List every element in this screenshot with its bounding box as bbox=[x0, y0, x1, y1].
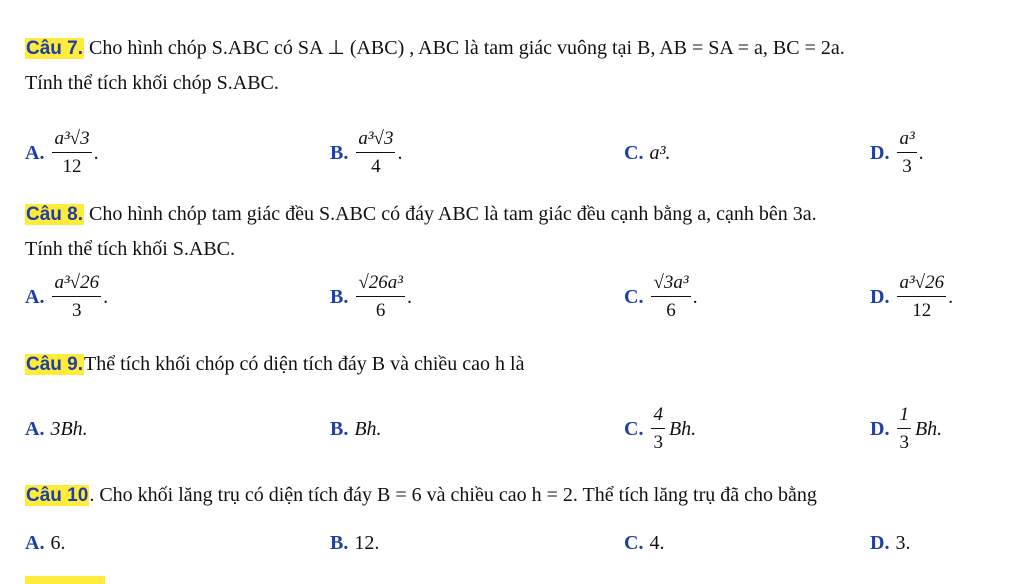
option-tail: Bh. bbox=[914, 417, 943, 440]
numerator: 1 bbox=[897, 404, 911, 429]
option-text: 3Bh. bbox=[50, 418, 88, 440]
option-label: D. bbox=[870, 417, 890, 440]
fraction bbox=[52, 272, 101, 322]
fraction bbox=[897, 404, 911, 454]
question-7-label: Câu 7. bbox=[26, 38, 84, 59]
option-label: B. bbox=[330, 285, 349, 308]
option-tail: . bbox=[406, 285, 412, 308]
q10-option-d[interactable] bbox=[870, 532, 910, 555]
numerator: a³√3 bbox=[356, 128, 395, 153]
fraction bbox=[356, 128, 395, 178]
denominator: 3 bbox=[653, 432, 663, 453]
option-tail: Bh. bbox=[668, 417, 697, 440]
denominator: 6 bbox=[375, 300, 386, 321]
option-label: D. bbox=[870, 141, 890, 164]
option-label: B. bbox=[330, 418, 349, 440]
option-text: 12. bbox=[354, 532, 380, 554]
numerator: a³√26 bbox=[52, 272, 101, 297]
option-tail: . bbox=[948, 285, 954, 308]
question-8-text-line2: Tính thể tích khối S.ABC. bbox=[25, 238, 235, 260]
q7-option-a[interactable] bbox=[25, 128, 99, 178]
option-label: A. bbox=[25, 141, 45, 164]
numerator: √26a³ bbox=[356, 272, 405, 297]
option-text: 3. bbox=[895, 532, 911, 554]
question-9-label: Câu 9. bbox=[26, 354, 84, 375]
q8-option-d[interactable] bbox=[870, 272, 953, 322]
option-tail: . bbox=[397, 141, 403, 164]
question-10-label: Câu 10 bbox=[26, 485, 89, 506]
option-label: A. bbox=[25, 418, 45, 440]
option-label: C. bbox=[624, 285, 644, 308]
fraction bbox=[651, 404, 665, 454]
q9-option-a[interactable] bbox=[25, 418, 88, 441]
numerator: a³√26 bbox=[897, 272, 946, 297]
denominator: 6 bbox=[666, 300, 676, 321]
q8-option-b[interactable] bbox=[330, 272, 412, 322]
fraction bbox=[356, 272, 405, 322]
q10-option-b[interactable] bbox=[330, 532, 379, 555]
fraction bbox=[897, 128, 916, 178]
denominator: 3 bbox=[72, 300, 82, 321]
option-label: D. bbox=[870, 285, 890, 308]
option-tail: . bbox=[918, 141, 924, 164]
option-label: A. bbox=[25, 285, 45, 308]
denominator: 3 bbox=[902, 156, 912, 177]
question-8 bbox=[25, 202, 1000, 261]
q8-option-a[interactable] bbox=[25, 272, 108, 322]
question-9 bbox=[25, 352, 1000, 377]
question-8-text: Cho hình chóp tam giác đều S.ABC có đáy ABC là tam giác đều cạnh bằng a, cạnh bên 3a. bbox=[84, 203, 817, 225]
option-label: C. bbox=[624, 532, 644, 554]
q8-option-c[interactable] bbox=[624, 272, 698, 322]
option-label: D. bbox=[870, 532, 890, 554]
q7-option-c[interactable] bbox=[624, 142, 670, 165]
denominator: 4 bbox=[371, 156, 381, 177]
next-question-highlight-fragment bbox=[25, 576, 105, 584]
question-10-text: . Cho khối lăng trụ có diện tích đáy B = 6 và chiều cao h = 2. Thể tích lăng trụ đã cho bằng bbox=[89, 484, 817, 506]
numerator: a³√3 bbox=[52, 128, 91, 153]
q9-option-b[interactable] bbox=[330, 418, 382, 441]
option-tail: . bbox=[93, 141, 99, 164]
denominator: 12 bbox=[62, 156, 82, 177]
numerator: √3a³ bbox=[651, 272, 690, 297]
option-text: 6. bbox=[50, 532, 66, 554]
option-text: 4. bbox=[649, 532, 665, 554]
option-label: C. bbox=[624, 417, 644, 440]
numerator: 4 bbox=[651, 404, 665, 429]
option-label: A. bbox=[25, 532, 45, 554]
option-tail: . bbox=[103, 285, 109, 308]
q9-option-d[interactable] bbox=[870, 404, 942, 454]
denominator: 3 bbox=[899, 432, 909, 453]
fraction bbox=[52, 128, 91, 178]
denominator: 12 bbox=[912, 300, 932, 321]
numerator: a³ bbox=[897, 128, 916, 153]
option-label: B. bbox=[330, 532, 349, 554]
q9-option-c[interactable] bbox=[624, 404, 696, 454]
q7-option-d[interactable] bbox=[870, 128, 924, 178]
question-7-text: Cho hình chóp S.ABC có SA ⊥ (ABC) , ABC là tam giác vuông tại B, AB = SA = a, BC = 2a. bbox=[84, 37, 845, 59]
question-8-label: Câu 8. bbox=[26, 204, 84, 225]
question-10 bbox=[25, 483, 1000, 508]
q10-option-a[interactable] bbox=[25, 532, 65, 555]
question-7-text-line2: Tính thể tích khối chóp S.ABC. bbox=[25, 72, 279, 94]
question-9-text: Thể tích khối chóp có diện tích đáy B và chiều cao h là bbox=[84, 353, 525, 375]
option-text: a³. bbox=[649, 142, 671, 164]
question-7 bbox=[25, 36, 1000, 95]
option-label: C. bbox=[624, 142, 644, 164]
fraction bbox=[897, 272, 946, 322]
option-text: Bh. bbox=[354, 418, 382, 440]
option-label: B. bbox=[330, 141, 349, 164]
q7-option-b[interactable] bbox=[330, 128, 402, 178]
fraction bbox=[651, 272, 690, 322]
option-tail: . bbox=[692, 285, 698, 308]
q10-option-c[interactable] bbox=[624, 532, 664, 555]
